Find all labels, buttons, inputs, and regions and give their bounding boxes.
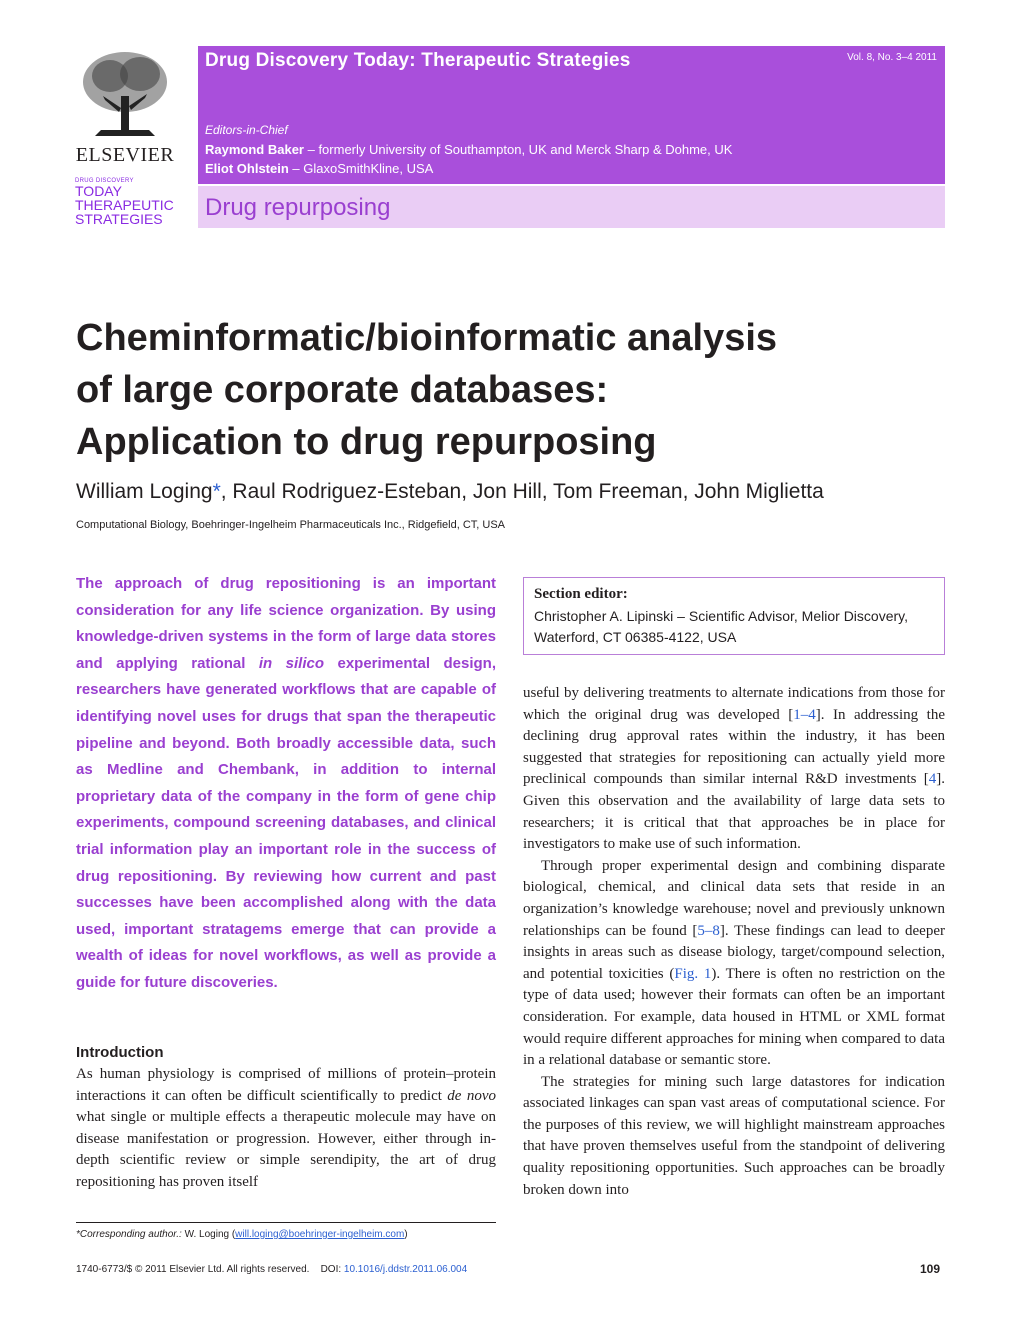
editor-line xyxy=(205,161,433,176)
title-line: Cheminformatic/bioinformatic analysis xyxy=(76,317,778,359)
title-line: of large corporate databases: xyxy=(76,369,609,411)
page-footer xyxy=(76,1264,467,1275)
author-list xyxy=(76,480,956,504)
body-text: useful by delivering treatments to alternate indications from those for which the original drug was developed [ xyxy=(523,685,945,723)
topic-bar xyxy=(198,186,945,228)
body-text: ]. In addressing the declining drug approval rates within the industry, it has been suggested that strategies for repositioning can actually yield more preclinical compounds than similar internal R&D investments [ xyxy=(523,706,945,788)
corresponding-author-marker[interactable]: * xyxy=(212,480,221,503)
editor-affiliation: – GlaxoSmithKline, USA xyxy=(288,161,434,176)
footnote xyxy=(76,1229,408,1240)
abstract-text: The approach of drug repositioning is an important consideration for any life science organization. By using knowledge-driven systems in the form of large data stores and applying rational xyxy=(76,575,496,672)
section-editor-line: Waterford, CT 06385-4122, USA xyxy=(534,629,737,645)
author-name: William Loging xyxy=(76,480,213,503)
section-editor-info xyxy=(534,606,938,648)
paragraph xyxy=(523,683,945,856)
body-text: ]. Given this observation and the availability of large data sets to researchers; it is critical that that approaches be in place for investigators to make use of such information. xyxy=(523,771,945,853)
journal-logo xyxy=(75,178,175,226)
body-text: As human physiology is comprised of millions of protein–protein interactions it can often be difficult scientifically to predict xyxy=(76,1066,496,1104)
intro-paragraph xyxy=(76,1064,496,1194)
journal-logo-line: THERAPEUTIC xyxy=(75,197,174,213)
journal-logo-line: TODAY xyxy=(75,183,122,199)
author-names-rest: , Raul Rodriguez-Esteban, Jon Hill, Tom Freeman, John Miglietta xyxy=(220,480,824,503)
elsevier-tree-logo xyxy=(75,46,175,142)
footnote-label: *Corresponding author.: xyxy=(76,1229,182,1240)
editor-line xyxy=(205,142,732,157)
title-line: Application to drug repurposing xyxy=(76,421,657,463)
editor-name: Raymond Baker xyxy=(205,142,304,157)
email-link[interactable]: will.loging@boehringer-ingelheim.com xyxy=(235,1229,405,1240)
body-text: ). There is often no restriction on the type of data used; however their formats can often be an important consideration. For example, data housed in HTML or XML format would require different approaches for mining when compared to data in a relational database or semantic store. xyxy=(523,965,945,1069)
section-editor-label: Section editor: xyxy=(534,586,628,602)
abstract xyxy=(76,571,496,997)
abstract-text: experimental design, researchers have generated workflows that are capable of identifying novel uses for drugs that span the therapeutic pipeline and beyond. Both broadly accessible data, such as Medline and Chembank, in addition to internal proprietary data of the company in the form of gene chip experiments, compound screening databases, and clinical trial information play an important role in the success of drug repositioning. By reviewing how current and past successes have been accomplished along with the data used, important stratagems emerge that can provide a wealth of ideas for novel workflows, as well as provide a guide for future discoveries. xyxy=(76,654,496,991)
paragraph xyxy=(523,856,945,1072)
figure-link[interactable]: Fig. 1 xyxy=(674,965,712,982)
section-editor-line: Christopher A. Lipinski – Scientific Advisor, Melior Discovery, xyxy=(534,608,908,624)
journal-logo-line: DRUG DISCOVERY xyxy=(75,178,134,184)
footnote-rule xyxy=(76,1222,496,1223)
journal-banner xyxy=(198,46,945,184)
editor-name: Eliot Ohlstein xyxy=(205,161,289,176)
page-number: 109 xyxy=(920,1262,941,1276)
section-editor-box xyxy=(523,577,945,655)
body-italic: de novo xyxy=(447,1087,496,1104)
journal-logo-line: STRATEGIES xyxy=(75,211,163,227)
footnote-text: ) xyxy=(404,1229,408,1240)
copyright-text: 1740-6773/$ © 2011 Elsevier Ltd. All rights reserved. xyxy=(76,1264,310,1275)
volume-info: Vol. 8, No. 3–4 2011 xyxy=(847,52,937,63)
citation-link[interactable]: 5–8 xyxy=(697,922,720,939)
citation-link[interactable]: 1–4 xyxy=(793,706,816,723)
body-text: ]. These findings can lead to deeper insights in areas such as disease biology, target/compound selection, and potential toxicities ( xyxy=(523,922,945,982)
doi-label: DOI: xyxy=(320,1264,344,1275)
citation-link[interactable]: 4 xyxy=(928,771,937,788)
paragraph: The strategies for mining such large datastores for indication associated linkages can span vast areas of computational science. For the purposes of this review, we will highlight mainstream approaches that have proven themselves useful from the standpoint of delivering quality repositioning opportunities. Such approaches can be broadly broken down into xyxy=(523,1073,945,1198)
footnote-text: W. Loging ( xyxy=(181,1229,236,1240)
journal-title: Drug Discovery Today: Therapeutic Strategies xyxy=(205,50,631,71)
topic-title: Drug repurposing xyxy=(205,194,391,221)
abstract-italic: in silico xyxy=(258,654,325,672)
doi-link[interactable]: 10.1016/j.ddstr.2011.06.004 xyxy=(343,1264,468,1275)
affiliation: Computational Biology, Boehringer-Ingelheim Pharmaceuticals Inc., Ridgefield, CT, USA xyxy=(76,519,506,531)
right-column xyxy=(523,683,945,1201)
body-text: Through proper experimental design and combining disparate biological, chemical, and clinical data sets that reside in an organization’s knowledge warehouse; novel and previously unknown relationships can be found [ xyxy=(523,857,945,939)
editors-label: Editors-in-Chief xyxy=(205,123,288,137)
editor-affiliation: – formerly University of Southampton, UK and Merck Sharp & Dohme, UK xyxy=(303,142,733,157)
article-title xyxy=(76,312,956,468)
elsevier-wordmark: ELSEVIER xyxy=(75,144,175,166)
body-text: what single or multiple effects a therapeutic molecule may have on disease manifestation or progression. However, either through in-depth scientific review or simple serendipity, the art of drug repositioning has proven itself xyxy=(76,1109,496,1190)
section-heading: Introduction xyxy=(76,1044,164,1061)
